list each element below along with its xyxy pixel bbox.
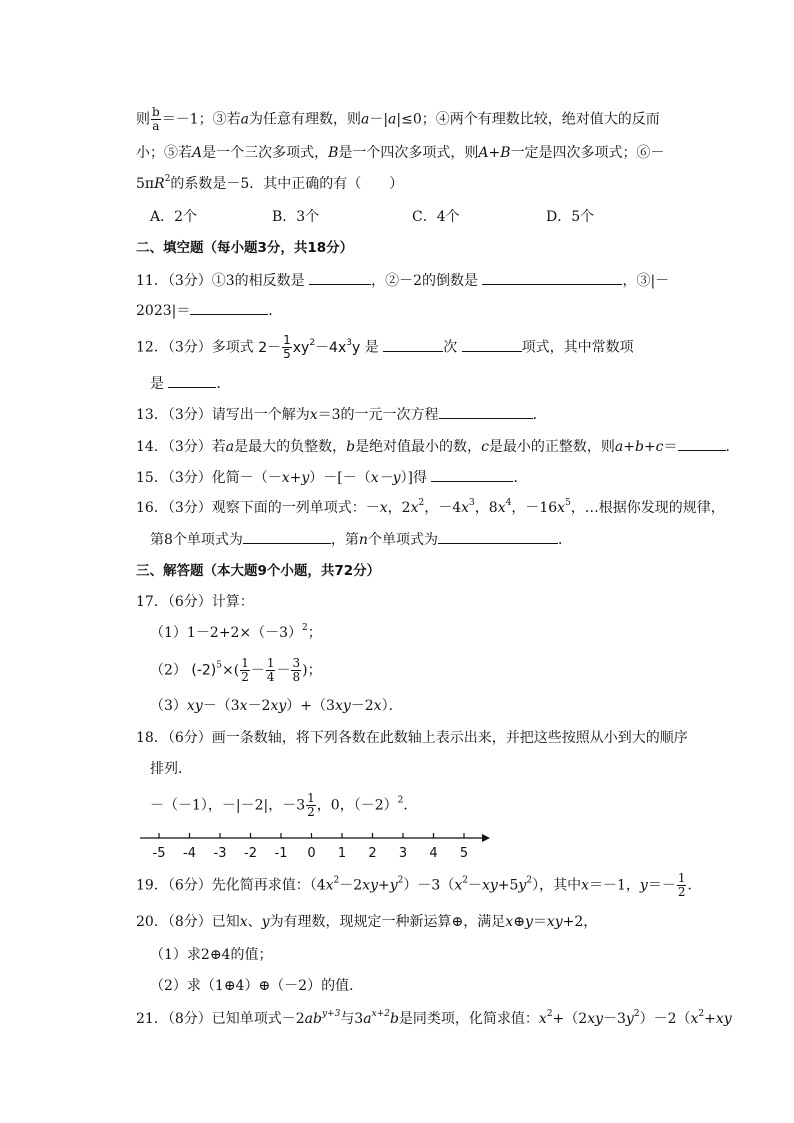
q21: 21．（8分）已知单项式$-2ab^{y+3}$与$3a^{x+2}b$是同类项，化简求值：$x^2+(2xy-3y^2)-2(x^2+xy$: [136, 1009, 732, 1027]
option-d: D．5个: [546, 209, 595, 225]
q10-line1: 则 $\frac{b}{a}$ ＝－1；③若a为任意有理数，则a－|a|≤0；④两个有理数比较，绝对值大的反而: [136, 105, 660, 133]
q12-line2: 是 ．: [150, 373, 230, 394]
polynomial-expression: 2－ $\frac{1}{5}$ $xy^2-4x^3y$: [258, 333, 361, 361]
axis-tick-label: 4: [429, 846, 438, 861]
answer-blank: [439, 404, 533, 419]
axis-tick-label: -2: [244, 846, 257, 861]
axis-tick-label: 0: [307, 846, 316, 861]
axis-tick-label: -5: [152, 846, 166, 861]
axis-tick-label: 5: [459, 846, 469, 861]
answer-blank: [438, 529, 558, 544]
axis-tick-label: 2: [368, 846, 377, 861]
q16-line1: 16．（3分）观察下面的一列单项式：－x，$2x^2$，$-4x^3$，$8x^4$，$-16x^5$，…根据你发现的规律，: [136, 498, 725, 516]
q20-part2: （2）求（1⊕4）⊕（－2）的值．: [150, 978, 364, 994]
q17-part2: （2） $(-2)^5\times$( $\frac{1}{2}$ － $\frac{1}{4}$ － $\frac{3}{8}$ )；: [150, 656, 322, 684]
q11-line1: 11．（3分）①3的相反数是 ，②－2的倒数是 ，③|－: [136, 270, 669, 291]
q10-line3: $5\pi R^2$的系数是－5．其中正确的有（ ）: [136, 174, 404, 192]
q18-line1: 18．（6分）画一条数轴，将下列各数在此数轴上表示出来，并把这些按照从小到大的顺序: [136, 730, 688, 746]
q12-line1: 12．（3分）多项式 2－ $\frac{1}{5}$ $xy^2-4x^3y$ 是 次 项式，其中常数项: [136, 333, 634, 361]
option-a: A．2个: [150, 209, 198, 225]
axis-tick-label: 3: [398, 846, 408, 861]
answer-blank: [168, 373, 216, 388]
axis-tick-label: 1: [337, 846, 347, 861]
section-3-title: 三、解答题（本大题9个小题，共72分）: [136, 563, 381, 579]
answer-blank: [309, 270, 371, 285]
axis-tick-label: -3: [213, 846, 227, 861]
axis-tick-label: -4: [183, 846, 196, 861]
answer-blank: [462, 337, 522, 352]
axis-tick-label: -1: [274, 846, 288, 861]
q20-line1: 20．（8分）已知x、y为有理数，现规定一种新运算⊕，满足x⊕y＝xy+2，: [136, 914, 598, 930]
option-b: B．3个: [272, 209, 320, 225]
answer-blank: [482, 270, 622, 285]
q17-part1: $(1)1-2+2\times(-3)^2$；: [150, 623, 322, 641]
q10-line2: 小；⑤若A是一个三次多项式，B是一个四次多项式，则A+B一定是四次多项式；⑥－: [136, 145, 665, 161]
q15: 15．（3分）化简－（－x+y）－[－（x－y）]得 ．: [136, 467, 527, 488]
q14: 14．（3分）若a是最大的负整数，b是绝对值最小的数，c是最小的正整数，则a+b+c＝ ．: [136, 436, 740, 457]
q18-numbers: －（－1），－|－2|，－3 $\frac{1}{2}$ ，0，$(-2)^2$．: [150, 791, 418, 819]
q17-part3: （3）xy－（3x－2xy）+（3xy－2x）．: [150, 698, 403, 714]
answer-blank: [431, 467, 513, 482]
q19: 19．（6分）先化简再求值：$(4x^2-2xy+y^2)-3(x^2-xy+5y^2)$，其中x＝－1，y＝－ $\frac{1}{2}$ ．: [136, 871, 702, 899]
answer-blank: [678, 436, 726, 451]
axis-arrow-icon: [482, 834, 490, 842]
q16-line2: 第8个单项式为 ，第n个单项式为 ．: [150, 529, 572, 550]
q18-line2: 排列．: [150, 761, 192, 777]
q13: 13．（3分）请写出一个解为x＝3的一元一次方程 ．: [136, 404, 547, 425]
answer-blank: [190, 300, 268, 315]
fraction-b-over-a: $\frac{b}{a}$: [152, 105, 160, 133]
answer-blank: [243, 529, 331, 544]
q17-title: 17．（6分）计算：: [136, 594, 254, 610]
q11-line2: 2023|＝ ．: [136, 300, 282, 321]
answer-blank: [383, 337, 443, 352]
section-2-title: 二、填空题（每小题3分，共18分）: [136, 240, 354, 256]
q20-part1: （1）求2⊕4的值；: [150, 947, 273, 963]
number-line: [138, 828, 498, 868]
option-c: C．4个: [412, 209, 460, 225]
